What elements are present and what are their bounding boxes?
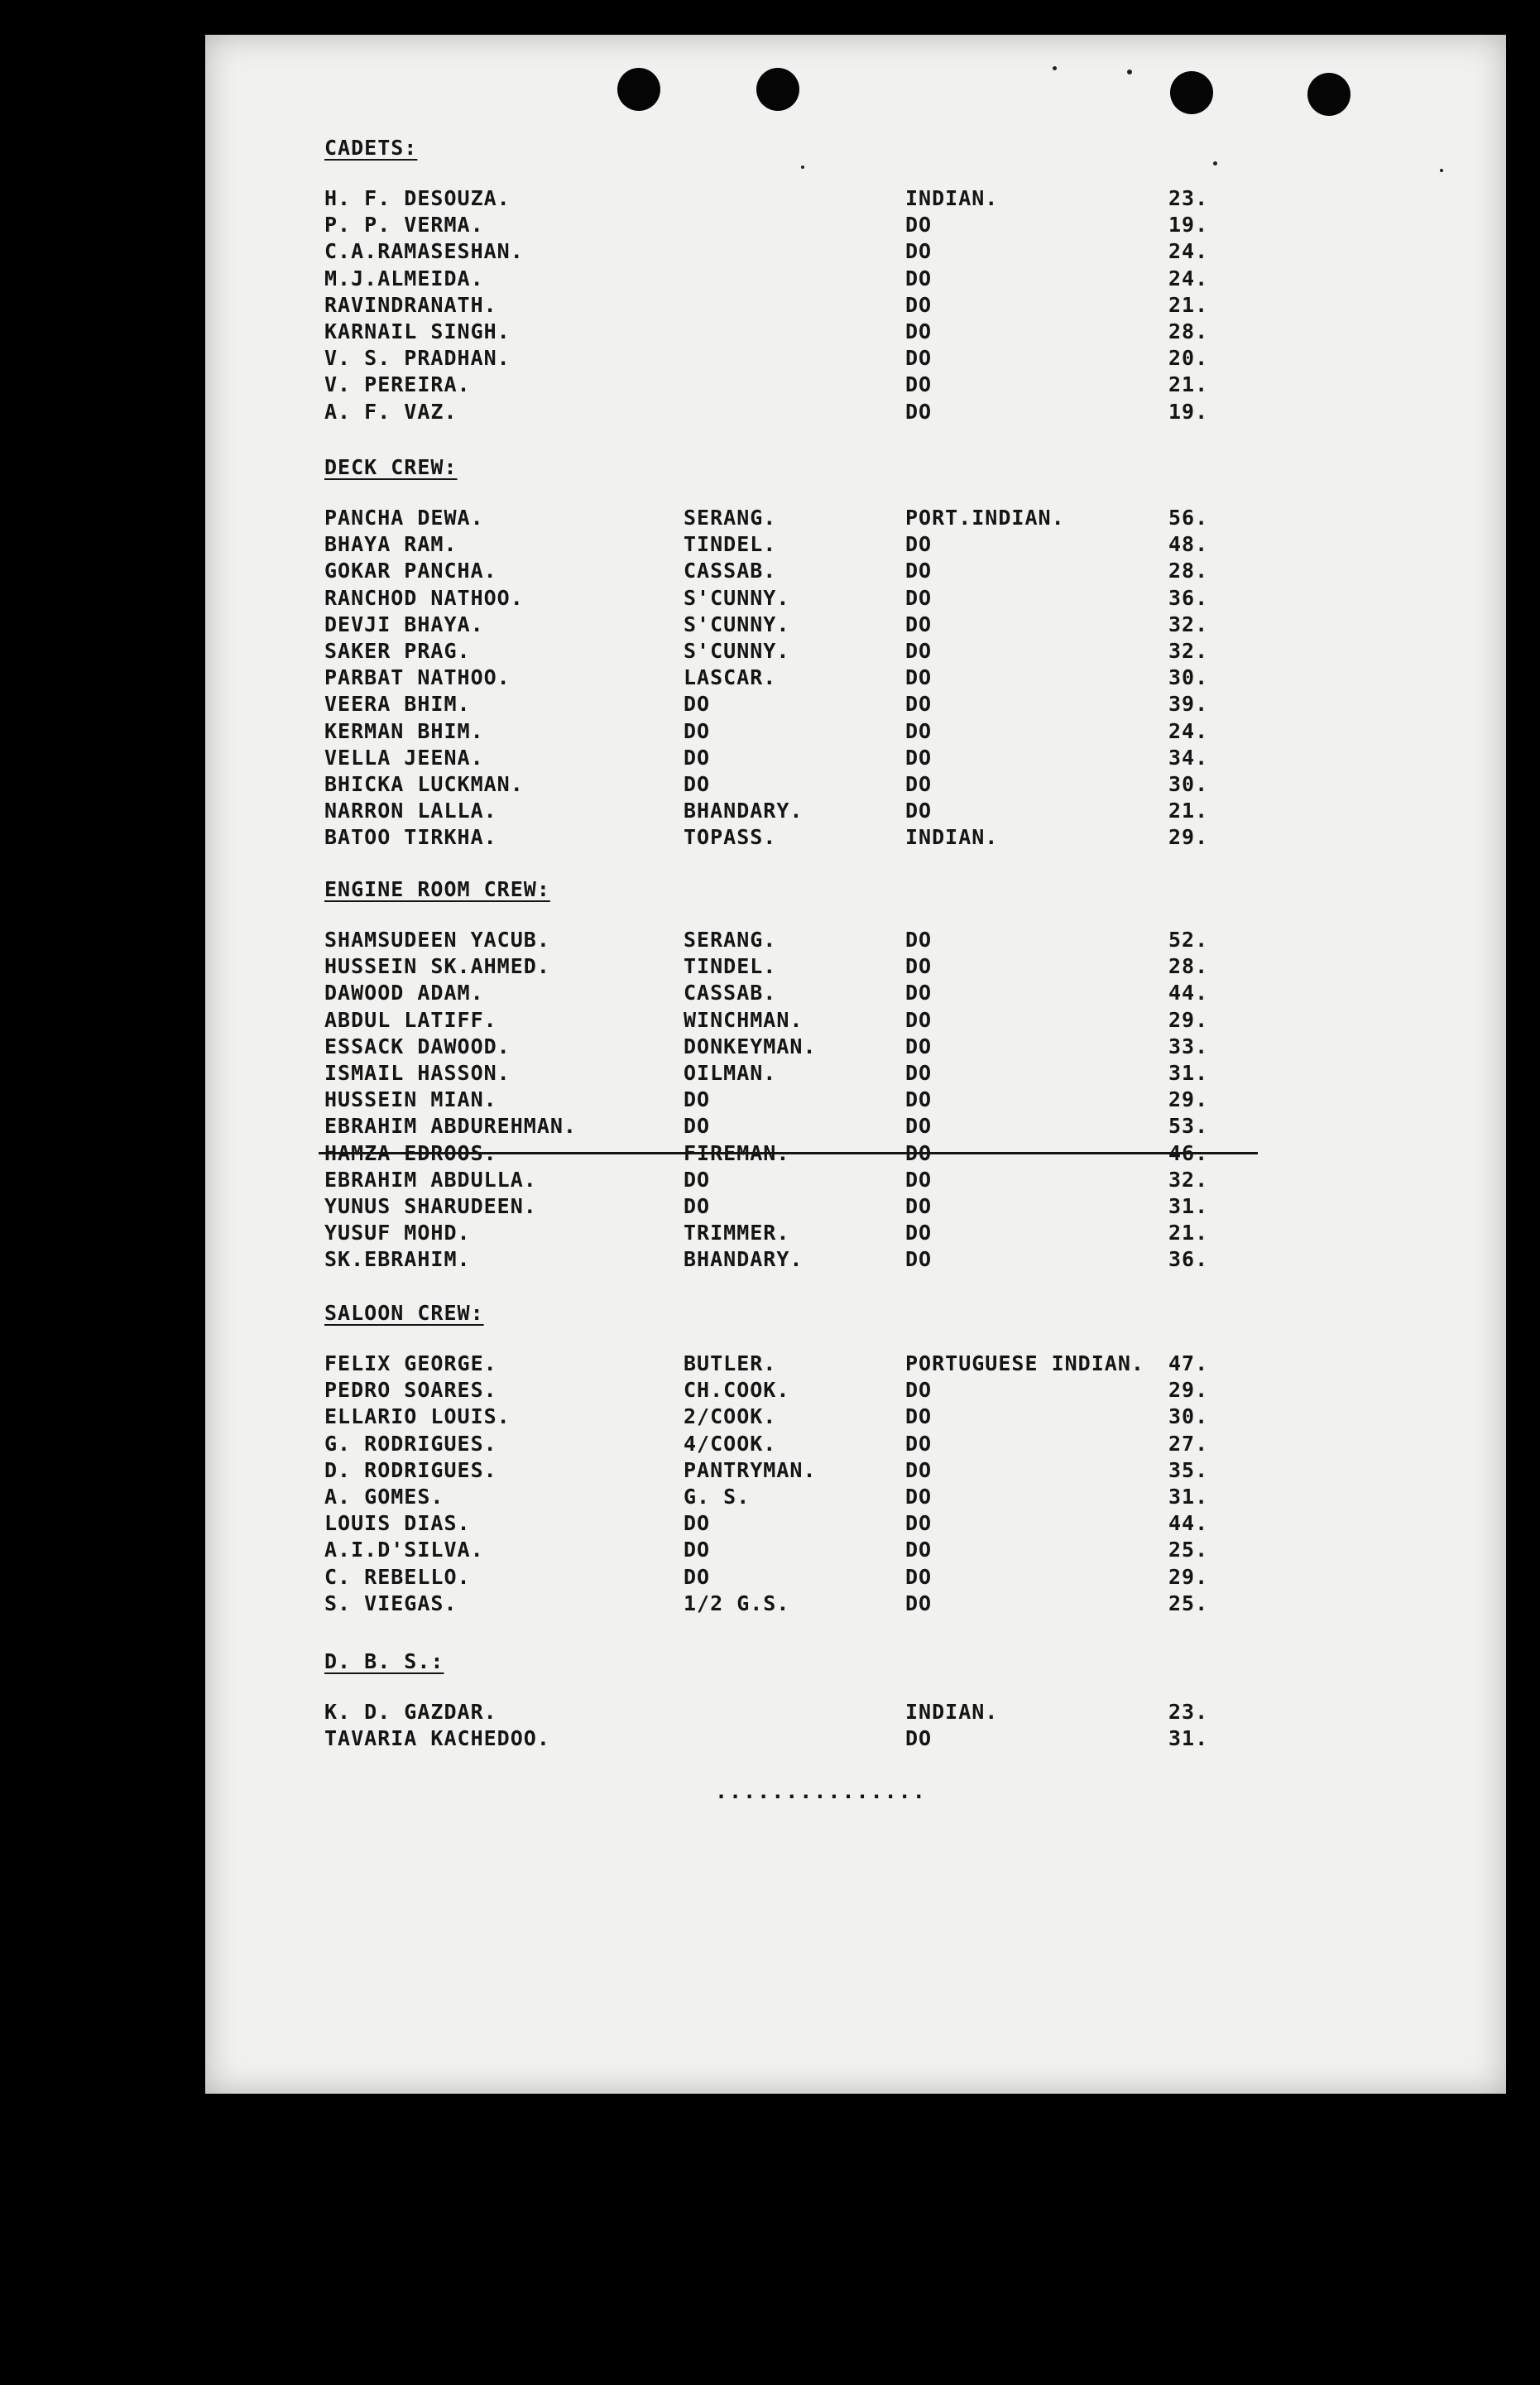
crew-row xyxy=(0,691,1540,717)
crew-age: 29. xyxy=(1168,825,1209,850)
crew-nationality: DO xyxy=(905,559,933,583)
crew-nationality: DO xyxy=(905,718,933,743)
crew-nationality: DO xyxy=(905,292,933,317)
crew-rank: BHANDARY. xyxy=(684,799,804,823)
crew-name: KARNAIL SINGH. xyxy=(324,319,511,343)
crew-row xyxy=(0,238,1540,265)
crew-name: K. D. GAZDAR. xyxy=(324,1700,497,1724)
crew-nationality: DO xyxy=(905,1591,933,1615)
crew-nationality: DO xyxy=(905,1485,933,1509)
crew-age: 46. xyxy=(1168,1140,1209,1165)
crew-name: A.I.D'SILVA. xyxy=(324,1538,484,1562)
crew-nationality: DO xyxy=(905,1538,933,1562)
crew-row xyxy=(0,771,1540,798)
crew-row xyxy=(0,953,1540,980)
crew-age: 47. xyxy=(1168,1351,1209,1375)
crew-rank: PANTRYMAN. xyxy=(684,1457,817,1482)
crew-row xyxy=(0,345,1540,372)
crew-age: 52. xyxy=(1168,928,1209,952)
crew-rank: DO xyxy=(684,1194,711,1218)
crew-row xyxy=(0,1140,1540,1167)
crew-nationality: INDIAN. xyxy=(905,825,999,850)
crew-rank: DO xyxy=(684,1087,711,1112)
crew-rank: DO xyxy=(684,1564,711,1589)
crew-rank: DO xyxy=(684,1511,711,1536)
crew-age: 29. xyxy=(1168,1087,1209,1112)
crew-name: EBRAHIM ABDULLA. xyxy=(324,1167,537,1192)
crew-name: ABDUL LATIFF. xyxy=(324,1007,497,1032)
crew-nationality: DO xyxy=(905,1061,933,1085)
crew-name: KERMAN BHIM. xyxy=(324,718,484,743)
crew-age: 44. xyxy=(1168,981,1209,1005)
crew-rank: S'CUNNY. xyxy=(684,639,790,663)
crew-rank: DO xyxy=(684,1167,711,1192)
crew-nationality: DO xyxy=(905,612,933,636)
crew-name: P. P. VERMA. xyxy=(324,213,484,238)
crew-nationality: DO xyxy=(905,799,933,823)
crew-nationality: DO xyxy=(905,532,933,557)
crew-age: 19. xyxy=(1168,213,1209,238)
crew-age: 20. xyxy=(1168,346,1209,371)
crew-name: M.J.ALMEIDA. xyxy=(324,266,484,290)
crew-nationality: DO xyxy=(905,1564,933,1589)
crew-nationality: DO xyxy=(905,1726,933,1751)
crew-rank: BUTLER. xyxy=(684,1351,777,1375)
crew-nationality: DO xyxy=(905,1247,933,1272)
crew-age: 23. xyxy=(1168,1700,1209,1724)
crew-rank: DO xyxy=(684,772,711,796)
crew-age: 28. xyxy=(1168,954,1209,979)
crew-rank: DO xyxy=(684,745,711,770)
crew-age: 25. xyxy=(1168,1591,1209,1615)
crew-nationality: DO xyxy=(905,1404,933,1429)
crew-age: 24. xyxy=(1168,718,1209,743)
crew-name: SK.EBRAHIM. xyxy=(324,1247,471,1272)
crew-name: H. F. DESOUZA. xyxy=(324,186,511,210)
crew-nationality: DO xyxy=(905,1167,933,1192)
crew-row xyxy=(0,798,1540,824)
crew-row xyxy=(0,212,1540,238)
crew-name: HUSSEIN MIAN. xyxy=(324,1087,497,1112)
crew-rank: TINDEL. xyxy=(684,532,777,557)
crew-age: 29. xyxy=(1168,1564,1209,1589)
crew-age: 53. xyxy=(1168,1114,1209,1139)
crew-rank: DONKEYMAN. xyxy=(684,1034,817,1058)
crew-row xyxy=(0,638,1540,665)
crew-row xyxy=(0,1167,1540,1193)
crew-row xyxy=(0,718,1540,745)
crew-row xyxy=(0,1060,1540,1087)
crew-row xyxy=(0,1510,1540,1537)
crew-row xyxy=(0,1457,1540,1484)
crew-rank: LASCAR. xyxy=(684,665,777,690)
crew-rank: CASSAB. xyxy=(684,559,777,583)
crew-rank: 4/COOK. xyxy=(684,1431,777,1456)
crew-name: SAKER PRAG. xyxy=(324,639,471,663)
crew-row xyxy=(0,292,1540,319)
crew-row xyxy=(0,1007,1540,1034)
crew-nationality: DO xyxy=(905,1034,933,1058)
crew-rank: CASSAB. xyxy=(684,981,777,1005)
crew-rank: BHANDARY. xyxy=(684,1247,804,1272)
crew-age: 21. xyxy=(1168,799,1209,823)
crew-row xyxy=(0,1484,1540,1510)
crew-name: BHAYA RAM. xyxy=(324,532,458,557)
crew-age: 24. xyxy=(1168,266,1209,290)
crew-age: 28. xyxy=(1168,559,1209,583)
crew-name: V. S. PRADHAN. xyxy=(324,346,511,371)
crew-nationality: DO xyxy=(905,981,933,1005)
section-heading: DECK CREW: xyxy=(324,455,458,479)
crew-row xyxy=(0,1699,1540,1725)
section-heading: ENGINE ROOM CREW: xyxy=(324,877,550,901)
crew-age: 31. xyxy=(1168,1726,1209,1751)
crew-age: 28. xyxy=(1168,319,1209,343)
crew-name: NARRON LALLA. xyxy=(324,799,497,823)
crew-row xyxy=(0,1351,1540,1377)
crew-name: VEERA BHIM. xyxy=(324,692,471,717)
crew-rank: TOPASS. xyxy=(684,825,777,850)
crew-age: 25. xyxy=(1168,1538,1209,1562)
crew-name: DAWOOD ADAM. xyxy=(324,981,484,1005)
closing-dotted-line: ............... xyxy=(715,1779,927,1803)
crew-name: TAVARIA KACHEDOO. xyxy=(324,1726,550,1751)
crew-nationality: DO xyxy=(905,772,933,796)
crew-name: ELLARIO LOUIS. xyxy=(324,1404,511,1429)
crew-nationality: DO xyxy=(905,1378,933,1403)
crew-row xyxy=(0,980,1540,1006)
crew-name: PARBAT NATHOO. xyxy=(324,665,511,690)
crew-row xyxy=(0,372,1540,398)
crew-nationality: INDIAN. xyxy=(905,1700,999,1724)
crew-nationality: DO xyxy=(905,1511,933,1536)
crew-age: 48. xyxy=(1168,532,1209,557)
crew-name: A. GOMES. xyxy=(324,1485,444,1509)
crew-name: FELIX GEORGE. xyxy=(324,1351,497,1375)
crew-age: 56. xyxy=(1168,506,1209,530)
crew-nationality: DO xyxy=(905,745,933,770)
crew-nationality: DO xyxy=(905,1114,933,1139)
crew-name: HAMZA EDROOS. xyxy=(324,1140,497,1165)
crew-age: 36. xyxy=(1168,1247,1209,1272)
crew-rank: 1/2 G.S. xyxy=(684,1591,790,1615)
crew-nationality: DO xyxy=(905,239,933,264)
crew-row xyxy=(0,665,1540,691)
crew-row xyxy=(0,1404,1540,1430)
crew-nationality: DO xyxy=(905,319,933,343)
crew-name: V. PEREIRA. xyxy=(324,372,471,397)
crew-rank: TRIMMER. xyxy=(684,1221,790,1245)
crew-row xyxy=(0,1725,1540,1752)
crew-rank: FIREMAN. xyxy=(684,1140,790,1165)
crew-row xyxy=(0,1034,1540,1060)
crew-name: RAVINDRANATH. xyxy=(324,292,497,317)
crew-nationality: DO xyxy=(905,1007,933,1032)
crew-name: PEDRO SOARES. xyxy=(324,1378,497,1403)
crew-name: EBRAHIM ABDUREHMAN. xyxy=(324,1114,577,1139)
crew-age: 30. xyxy=(1168,665,1209,690)
crew-age: 33. xyxy=(1168,1034,1209,1058)
crew-row xyxy=(0,1113,1540,1140)
crew-name: BHICKA LUCKMAN. xyxy=(324,772,524,796)
crew-age: 31. xyxy=(1168,1194,1209,1218)
crew-nationality: DO xyxy=(905,1140,933,1165)
crew-nationality: INDIAN. xyxy=(905,186,999,210)
crew-row xyxy=(0,1246,1540,1273)
crew-rank: S'CUNNY. xyxy=(684,612,790,636)
crew-row xyxy=(0,824,1540,851)
crew-nationality: DO xyxy=(905,1194,933,1218)
crew-rank: DO xyxy=(684,1114,711,1139)
crew-name: RANCHOD NATHOO. xyxy=(324,585,524,610)
strikethrough-line xyxy=(319,1152,1258,1154)
crew-rank: DO xyxy=(684,692,711,717)
crew-name: C. REBELLO. xyxy=(324,1564,471,1589)
crew-row xyxy=(0,1193,1540,1220)
crew-name: GOKAR PANCHA. xyxy=(324,559,497,583)
crew-nationality: DO xyxy=(905,665,933,690)
crew-age: 32. xyxy=(1168,612,1209,636)
crew-age: 34. xyxy=(1168,745,1209,770)
crew-row xyxy=(0,558,1540,584)
crew-name: ESSACK DAWOOD. xyxy=(324,1034,511,1058)
crew-nationality: DO xyxy=(905,266,933,290)
crew-rank: DO xyxy=(684,1538,711,1562)
crew-age: 31. xyxy=(1168,1485,1209,1509)
crew-nationality: DO xyxy=(905,372,933,397)
crew-row xyxy=(0,266,1540,292)
crew-name: SHAMSUDEEN YACUB. xyxy=(324,928,550,952)
crew-age: 44. xyxy=(1168,1511,1209,1536)
crew-age: 19. xyxy=(1168,399,1209,424)
crew-nationality: DO xyxy=(905,346,933,371)
crew-name: LOUIS DIAS. xyxy=(324,1511,471,1536)
crew-name: BATOO TIRKHA. xyxy=(324,825,497,850)
crew-name: D. RODRIGUES. xyxy=(324,1457,497,1482)
crew-name: VELLA JEENA. xyxy=(324,745,484,770)
crew-age: 35. xyxy=(1168,1457,1209,1482)
crew-nationality: DO xyxy=(905,1221,933,1245)
crew-nationality: DO xyxy=(905,399,933,424)
crew-row xyxy=(0,1220,1540,1246)
crew-row xyxy=(0,505,1540,531)
crew-row xyxy=(0,612,1540,638)
section-heading: CADETS: xyxy=(324,136,418,160)
crew-name: A. F. VAZ. xyxy=(324,399,458,424)
crew-nationality: DO xyxy=(905,954,933,979)
crew-age: 39. xyxy=(1168,692,1209,717)
crew-row xyxy=(0,1591,1540,1617)
crew-rank: SERANG. xyxy=(684,506,777,530)
crew-age: 24. xyxy=(1168,239,1209,264)
crew-name: YUSUF MOHD. xyxy=(324,1221,471,1245)
crew-name: G. RODRIGUES. xyxy=(324,1431,497,1456)
crew-age: 21. xyxy=(1168,292,1209,317)
section-heading: SALOON CREW: xyxy=(324,1301,484,1325)
crew-nationality: DO xyxy=(905,585,933,610)
crew-age: 21. xyxy=(1168,372,1209,397)
section-heading: D. B. S.: xyxy=(324,1649,444,1673)
crew-row xyxy=(0,399,1540,425)
crew-nationality: DO xyxy=(905,1087,933,1112)
crew-age: 29. xyxy=(1168,1007,1209,1032)
crew-name: PANCHA DEWA. xyxy=(324,506,484,530)
crew-name: DEVJI BHAYA. xyxy=(324,612,484,636)
crew-age: 23. xyxy=(1168,186,1209,210)
crew-nationality: DO xyxy=(905,692,933,717)
crew-name: ISMAIL HASSON. xyxy=(324,1061,511,1085)
crew-row xyxy=(0,745,1540,771)
crew-nationality: DO xyxy=(905,928,933,952)
crew-rank: TINDEL. xyxy=(684,954,777,979)
crew-name: C.A.RAMASESHAN. xyxy=(324,239,524,264)
crew-rank: OILMAN. xyxy=(684,1061,777,1085)
crew-nationality: DO xyxy=(905,1431,933,1456)
crew-name: HUSSEIN SK.AHMED. xyxy=(324,954,550,979)
crew-rank: WINCHMAN. xyxy=(684,1007,804,1032)
crew-age: 27. xyxy=(1168,1431,1209,1456)
crew-nationality: DO xyxy=(905,1457,933,1482)
crew-row xyxy=(0,1431,1540,1457)
crew-row xyxy=(0,185,1540,212)
crew-age: 29. xyxy=(1168,1378,1209,1403)
crew-age: 32. xyxy=(1168,639,1209,663)
crew-row xyxy=(0,319,1540,345)
crew-nationality: PORT.INDIAN. xyxy=(905,506,1065,530)
crew-row xyxy=(0,1087,1540,1113)
crew-age: 32. xyxy=(1168,1167,1209,1192)
crew-rank: 2/COOK. xyxy=(684,1404,777,1429)
crew-rank: S'CUNNY. xyxy=(684,585,790,610)
crew-nationality: PORTUGUESE INDIAN. xyxy=(905,1351,1144,1375)
crew-rank: SERANG. xyxy=(684,928,777,952)
crew-row xyxy=(0,927,1540,953)
crew-rank: CH.COOK. xyxy=(684,1378,790,1403)
crew-age: 30. xyxy=(1168,1404,1209,1429)
crew-name: S. VIEGAS. xyxy=(324,1591,458,1615)
crew-rank: DO xyxy=(684,718,711,743)
crew-row xyxy=(0,1377,1540,1404)
crew-row xyxy=(0,1537,1540,1563)
crew-age: 30. xyxy=(1168,772,1209,796)
crew-name: YUNUS SHARUDEEN. xyxy=(324,1194,537,1218)
crew-rank: G. S. xyxy=(684,1485,751,1509)
crew-age: 36. xyxy=(1168,585,1209,610)
crew-nationality: DO xyxy=(905,639,933,663)
crew-row xyxy=(0,531,1540,558)
crew-row xyxy=(0,1564,1540,1591)
crew-row xyxy=(0,585,1540,612)
crew-nationality: DO xyxy=(905,213,933,238)
crew-age: 31. xyxy=(1168,1061,1209,1085)
crew-age: 21. xyxy=(1168,1221,1209,1245)
